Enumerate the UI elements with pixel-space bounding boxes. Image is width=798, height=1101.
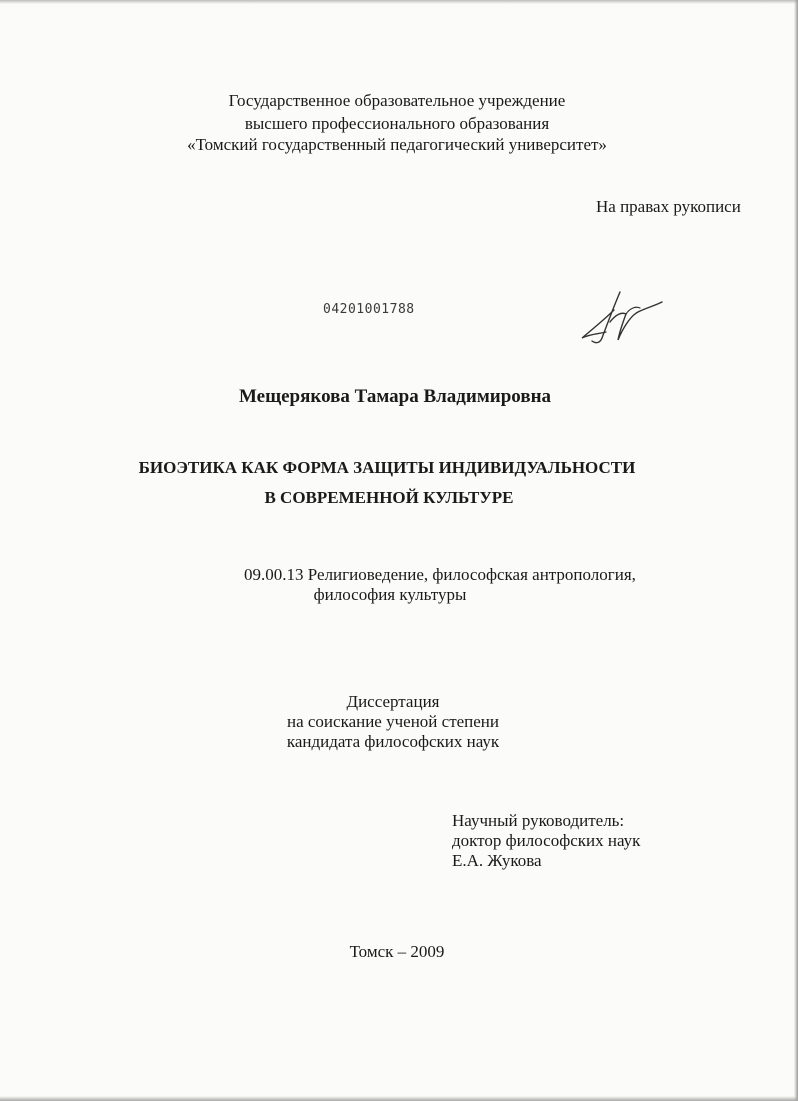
dissertation-line-1: Диссертация — [346, 692, 440, 711]
institution-line-1: Государственное образовательное учреждение — [228, 91, 566, 110]
advisor-label: Научный руководитель: — [452, 811, 625, 830]
scan-edge-right — [794, 0, 798, 1101]
dissertation-line-3: кандидата философских наук — [286, 732, 500, 751]
city-year: Томск – 2009 — [349, 942, 445, 961]
advisor-degree: доктор философских наук — [452, 831, 641, 850]
author-name: Мещерякова Тамара Владимировна — [238, 386, 552, 407]
institution-line-2: высшего профессионального образования — [244, 114, 550, 133]
library-stamp-number: 04201001788 — [323, 302, 415, 317]
manuscript-rights-note: На правах рукописи — [596, 197, 741, 216]
thesis-title-line-1: БИОЭТИКА КАК ФОРМА ЗАЩИТЫ ИНДИВИДУАЛЬНОСТИ — [138, 458, 636, 477]
advisor-name: Е.А. Жукова — [452, 851, 542, 870]
scan-edge-bottom — [0, 1096, 798, 1101]
thesis-title-line-2: В СОВРЕМЕННОЙ КУЛЬТУРЕ — [264, 488, 514, 507]
scan-edge-top — [0, 0, 798, 4]
specialty-line-1: 09.00.13 Религиоведение, философская антропология, — [244, 565, 636, 584]
handwritten-signature — [576, 288, 666, 350]
specialty-line-2: философия культуры — [313, 585, 467, 604]
dissertation-line-2: на соискание ученой степени — [286, 712, 500, 731]
institution-line-3: «Томский государственный педагогический университет» — [187, 135, 607, 154]
